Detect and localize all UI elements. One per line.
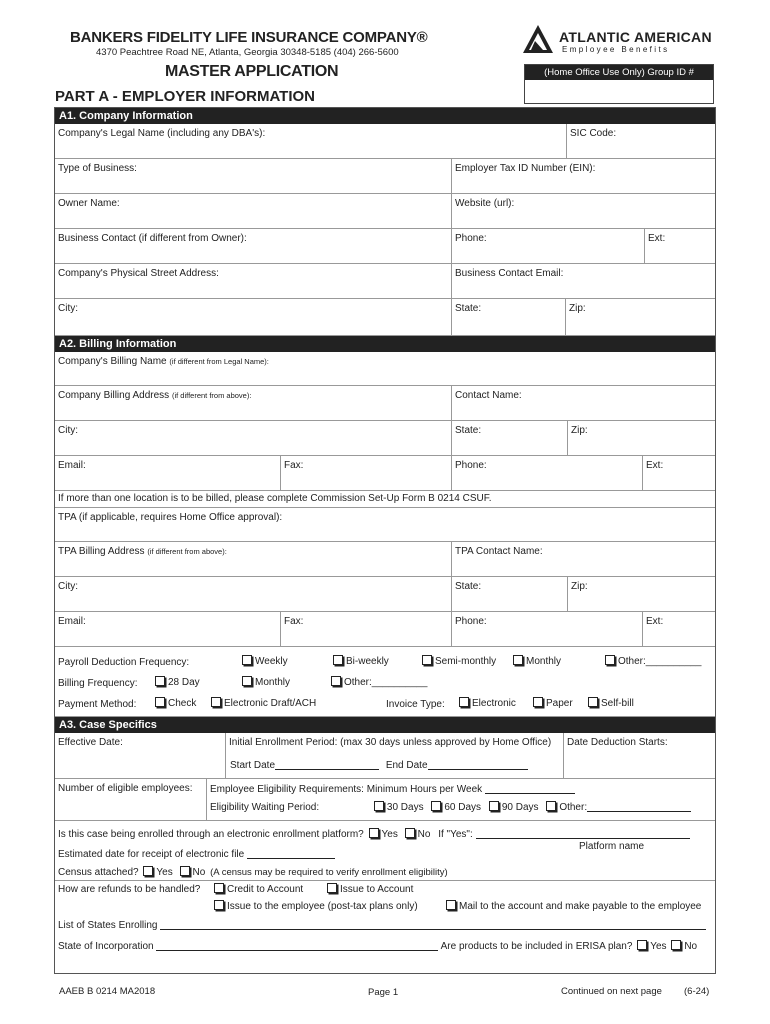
billing-phone-label: Phone: xyxy=(455,460,487,471)
billing-state-field[interactable] xyxy=(451,421,567,455)
refunds-question: How are refunds to be handled? xyxy=(58,884,201,895)
payment-check-option[interactable]: Check xyxy=(153,697,196,709)
logo-subtitle: Employee Benefits xyxy=(562,45,670,54)
checkbox-icon[interactable] xyxy=(422,655,432,665)
billing-ext-label: Ext: xyxy=(646,460,664,471)
billing-email-field[interactable] xyxy=(55,456,280,490)
estimated-date-line[interactable] xyxy=(247,848,335,859)
estimated-date-field: Estimated date for receipt of electronic file xyxy=(58,848,335,860)
checkbox-icon[interactable] xyxy=(327,883,337,893)
row-city xyxy=(55,299,715,336)
revision-date: (6-24) xyxy=(684,986,710,997)
start-date-line[interactable] xyxy=(275,759,379,770)
end-date-label: End Date xyxy=(385,760,428,771)
tpa-city-field[interactable] xyxy=(55,577,451,611)
billing-address-label: Company Billing Address xyxy=(58,390,170,401)
billing-other-option[interactable]: Other:__________ xyxy=(329,676,427,688)
billing-address-note: (if different from above): xyxy=(171,391,252,400)
wait-30-option[interactable]: 30 Days xyxy=(372,802,424,813)
start-date-label: Start Date xyxy=(230,760,276,771)
sic-code-label: SIC Code: xyxy=(570,128,617,139)
checkbox-icon[interactable] xyxy=(180,866,190,876)
tpa-field[interactable] xyxy=(55,508,715,541)
invoice-selfbill-option[interactable]: Self-bill xyxy=(586,697,634,709)
payment-eft-option[interactable]: Electronic Draft/ACH xyxy=(209,697,316,709)
billing-name-label: Company's Billing Name xyxy=(58,356,167,367)
checkbox-icon[interactable] xyxy=(214,883,224,893)
census-no-option[interactable]: No xyxy=(178,867,206,878)
checkbox-icon[interactable] xyxy=(489,801,499,811)
row-owner xyxy=(55,194,715,229)
state-incorporation-line[interactable] xyxy=(156,940,438,951)
section-a2-title: A2. Billing Information xyxy=(55,336,715,352)
row-billing-address xyxy=(55,386,715,421)
checkbox-icon[interactable] xyxy=(242,655,252,665)
min-hours-line[interactable] xyxy=(485,783,575,794)
checkbox-icon[interactable] xyxy=(333,655,343,665)
payroll-frequency-label: Payroll Deduction Frequency: xyxy=(58,657,190,668)
tpa-ext-label: Ext: xyxy=(646,616,664,627)
state-field[interactable] xyxy=(451,299,565,335)
erisa-no-option[interactable]: No xyxy=(669,941,697,952)
payroll-other-option[interactable]: Other:__________ xyxy=(603,655,701,667)
contact-email-field[interactable] xyxy=(451,264,715,298)
tpa-state-field[interactable] xyxy=(451,577,567,611)
wait-60-option[interactable]: 60 Days xyxy=(429,802,481,813)
row-billing-email xyxy=(55,456,715,491)
refund-employee-option[interactable]: Issue to the employee (post-tax plans only) xyxy=(212,900,418,912)
wait-other-line[interactable] xyxy=(587,801,691,812)
billing-28day-option[interactable]: 28 Day xyxy=(153,676,200,688)
billing-zip-field[interactable] xyxy=(567,421,715,455)
billing-state-label: State: xyxy=(455,425,482,436)
row-eligible-employees xyxy=(55,779,715,821)
billing-address-field[interactable] xyxy=(55,386,451,420)
zip-field[interactable] xyxy=(565,299,715,335)
invoice-electronic-option[interactable]: Electronic xyxy=(457,697,516,709)
waiting-period-label: Eligibility Waiting Period: xyxy=(210,802,320,813)
city-field[interactable] xyxy=(55,299,451,335)
form-number: AAEB B 0214 MA2018 xyxy=(59,986,156,997)
tpa-fax-field[interactable] xyxy=(280,612,451,646)
row-refunds xyxy=(55,881,715,973)
owner-name-label: Owner Name: xyxy=(58,198,120,209)
tpa-address-field[interactable] xyxy=(55,542,451,576)
ext-label: Ext: xyxy=(648,233,666,244)
company-address: 4370 Peachtree Road NE, Atlanta, Georgia 30348-5185 (404) 266-5600 xyxy=(96,47,399,58)
refund-issue-option[interactable]: Issue to Account xyxy=(325,883,413,895)
row-frequency-payment xyxy=(55,647,715,717)
company-name: BANKERS FIDELITY LIFE INSURANCE COMPANY® xyxy=(70,29,428,46)
application-form xyxy=(54,107,716,974)
row-tpa-city xyxy=(55,577,715,612)
row-billing-city xyxy=(55,421,715,456)
wait-other-option[interactable]: Other: xyxy=(544,802,691,813)
checkbox-icon[interactable] xyxy=(242,676,252,686)
eligible-employees-label: Number of eligible employees: xyxy=(58,783,193,794)
tpa-contact-label: TPA Contact Name: xyxy=(455,546,543,557)
checkbox-icon[interactable] xyxy=(155,697,165,707)
checkbox-icon[interactable] xyxy=(671,940,681,950)
tpa-zip-field[interactable] xyxy=(567,577,715,611)
business-contact-field[interactable] xyxy=(55,229,451,263)
payroll-monthly-option[interactable]: Monthly xyxy=(511,655,561,667)
triangle-logo-icon xyxy=(522,24,554,54)
atlantic-american-logo xyxy=(522,24,717,60)
billing-monthly-option[interactable]: Monthly xyxy=(240,676,290,688)
billing-fax-label: Fax: xyxy=(284,460,304,471)
contact-name-field[interactable] xyxy=(451,386,715,420)
business-contact-label: Business Contact (if different from Owner): xyxy=(58,233,247,244)
type-business-field[interactable] xyxy=(55,159,451,193)
row-tpa-address xyxy=(55,542,715,577)
phone-field[interactable] xyxy=(451,229,644,263)
form-title: MASTER APPLICATION xyxy=(165,63,339,80)
platform-name-line[interactable] xyxy=(476,828,690,839)
billing-email-label: Email: xyxy=(58,460,86,471)
ein-field[interactable] xyxy=(451,159,715,193)
contact-email-label: Business Contact Email: xyxy=(455,268,564,279)
checkbox-icon[interactable] xyxy=(513,655,523,665)
section-a1-title: A1. Company Information xyxy=(55,108,715,124)
state-label: State: xyxy=(455,303,482,314)
electronic-no-option[interactable]: No xyxy=(403,829,431,840)
row-billing-name xyxy=(55,352,715,386)
checkbox-icon[interactable] xyxy=(588,697,598,707)
contact-name-label: Contact Name: xyxy=(455,390,522,401)
billing-frequency-label: Billing Frequency: xyxy=(58,678,138,689)
row-tpa-email xyxy=(55,612,715,647)
checkbox-icon[interactable] xyxy=(369,828,379,838)
legal-name-field[interactable] xyxy=(55,124,566,158)
payroll-weekly-option[interactable]: Weekly xyxy=(240,655,288,667)
legal-name-label: Company's Legal Name (including any DBA's): xyxy=(58,128,266,139)
deduction-start-field[interactable] xyxy=(563,733,715,778)
tpa-phone-field[interactable] xyxy=(451,612,642,646)
sic-code-field[interactable] xyxy=(566,124,715,158)
checkbox-icon[interactable] xyxy=(211,697,221,707)
checkbox-icon[interactable] xyxy=(446,900,456,910)
electronic-yes-option[interactable]: Yes xyxy=(367,829,398,840)
payroll-biweekly-option[interactable]: Bi-weekly xyxy=(331,655,389,667)
billing-fax-field[interactable] xyxy=(280,456,451,490)
zip-label: Zip: xyxy=(569,303,586,314)
checkbox-icon[interactable] xyxy=(374,801,384,811)
tpa-address-note: (if different from above): xyxy=(147,547,227,556)
billing-name-field[interactable] xyxy=(55,352,715,385)
eligibility-requirements xyxy=(206,779,715,820)
tpa-state-label: State: xyxy=(455,581,482,592)
checkbox-icon[interactable] xyxy=(431,801,441,811)
states-enrolling-line[interactable] xyxy=(160,919,706,930)
checkbox-icon[interactable] xyxy=(459,697,469,707)
continued-note: Continued on next page xyxy=(561,986,662,997)
checkbox-icon[interactable] xyxy=(546,801,556,811)
type-business-label: Type of Business: xyxy=(58,163,137,174)
checkbox-icon[interactable] xyxy=(605,655,615,665)
row-legal-name xyxy=(55,124,715,159)
page-number: Page 1 xyxy=(368,987,399,998)
checkbox-icon[interactable] xyxy=(637,940,647,950)
checkbox-icon[interactable] xyxy=(143,866,153,876)
payment-method-label: Payment Method: xyxy=(58,699,137,710)
tpa-email-field[interactable] xyxy=(55,612,280,646)
erisa-yes-option[interactable]: Yes xyxy=(635,941,666,952)
effective-date-field[interactable] xyxy=(55,733,225,778)
electronic-enrollment-question: Is this case being enrolled through an electronic enrollment platform? Yes No If "Yes": xyxy=(58,828,690,840)
refund-credit-option[interactable]: Credit to Account xyxy=(212,883,303,895)
street-address-field[interactable] xyxy=(55,264,451,298)
row-type-business xyxy=(55,159,715,194)
street-address-label: Company's Physical Street Address: xyxy=(58,268,219,279)
ein-label: Employer Tax ID Number (EIN): xyxy=(455,163,596,174)
tpa-zip-label: Zip: xyxy=(571,581,588,592)
wait-90-option[interactable]: 90 Days xyxy=(487,802,539,813)
city-label: City: xyxy=(58,303,78,314)
section-a3-title: A3. Case Specifics xyxy=(55,717,715,733)
checkbox-icon[interactable] xyxy=(533,697,543,707)
eligibility-req-label: Employee Eligibility Requirements: Minimum Hours per Week xyxy=(210,784,483,795)
home-office-label: (Home Office Use Only) Group ID # xyxy=(525,65,713,80)
tpa-fax-label: Fax: xyxy=(284,616,304,627)
billing-city-label: City: xyxy=(58,425,78,436)
checkbox-icon[interactable] xyxy=(405,828,415,838)
row-multi-location xyxy=(55,491,715,508)
effective-date-label: Effective Date: xyxy=(58,737,123,748)
checkbox-icon[interactable] xyxy=(155,676,165,686)
platform-name-caption: Platform name xyxy=(579,841,645,852)
tpa-label: TPA (if applicable, requires Home Office approval): xyxy=(58,512,283,523)
row-street xyxy=(55,264,715,299)
billing-name-note: (if different from Legal Name): xyxy=(169,357,269,366)
payroll-semimonthly-option[interactable]: Semi-monthly xyxy=(420,655,496,667)
ext-field[interactable] xyxy=(644,229,715,263)
row-electronic-enrollment xyxy=(55,821,715,881)
billing-zip-label: Zip: xyxy=(571,425,588,436)
eligible-employees-field[interactable] xyxy=(55,779,206,820)
invoice-paper-option[interactable]: Paper xyxy=(531,697,573,709)
logo-name: ATLANTIC AMERICAN xyxy=(559,29,712,45)
part-title: PART A - EMPLOYER INFORMATION xyxy=(55,88,315,105)
initial-enrollment-label: Initial Enrollment Period: (max 30 days unless approved by Home Office) xyxy=(229,737,552,748)
census-question: Census attached? Yes No (A census may be required to verify enrollment eligibility) xyxy=(58,867,448,878)
tpa-email-label: Email: xyxy=(58,616,86,627)
tpa-phone-label: Phone: xyxy=(455,616,487,627)
billing-ext-field[interactable] xyxy=(642,456,715,490)
checkbox-icon[interactable] xyxy=(331,676,341,686)
multi-location-note: If more than one location is to be billed, please complete Commission Set-Up Form B 0214 CSUF. xyxy=(58,493,492,504)
billing-city-field[interactable] xyxy=(55,421,451,455)
website-label: Website (url): xyxy=(455,198,515,209)
home-office-box xyxy=(524,64,714,104)
erisa-question: Are products to be included in ERISA plan? xyxy=(440,941,633,952)
state-incorporation-field: State of Incorporation Are products to be included in ERISA plan? Yes No xyxy=(58,941,698,952)
row-business-contact xyxy=(55,229,715,264)
initial-enrollment-field[interactable] xyxy=(225,733,563,778)
refund-mail-option[interactable]: Mail to the account and make payable to the employee xyxy=(444,900,701,912)
website-field[interactable] xyxy=(451,194,715,228)
tpa-city-label: City: xyxy=(58,581,78,592)
states-enrolling-field: List of States Enrolling xyxy=(58,919,706,931)
tpa-contact-field[interactable] xyxy=(451,542,715,576)
tpa-address-label: TPA Billing Address xyxy=(58,546,145,557)
checkbox-icon[interactable] xyxy=(214,900,224,910)
phone-label: Phone: xyxy=(455,233,487,244)
row-effective-date xyxy=(55,733,715,779)
owner-name-field[interactable] xyxy=(55,194,451,228)
census-yes-option[interactable]: Yes xyxy=(141,867,172,878)
census-note: (A census may be required to verify enrollment eligibility) xyxy=(210,867,448,878)
tpa-ext-field[interactable] xyxy=(642,612,715,646)
deduction-start-label: Date Deduction Starts: xyxy=(567,737,668,748)
if-yes-label: If "Yes": xyxy=(438,829,473,840)
row-tpa xyxy=(55,508,715,542)
billing-phone-field[interactable] xyxy=(451,456,642,490)
invoice-type-label: Invoice Type: xyxy=(386,699,445,710)
end-date-line[interactable] xyxy=(428,759,528,770)
